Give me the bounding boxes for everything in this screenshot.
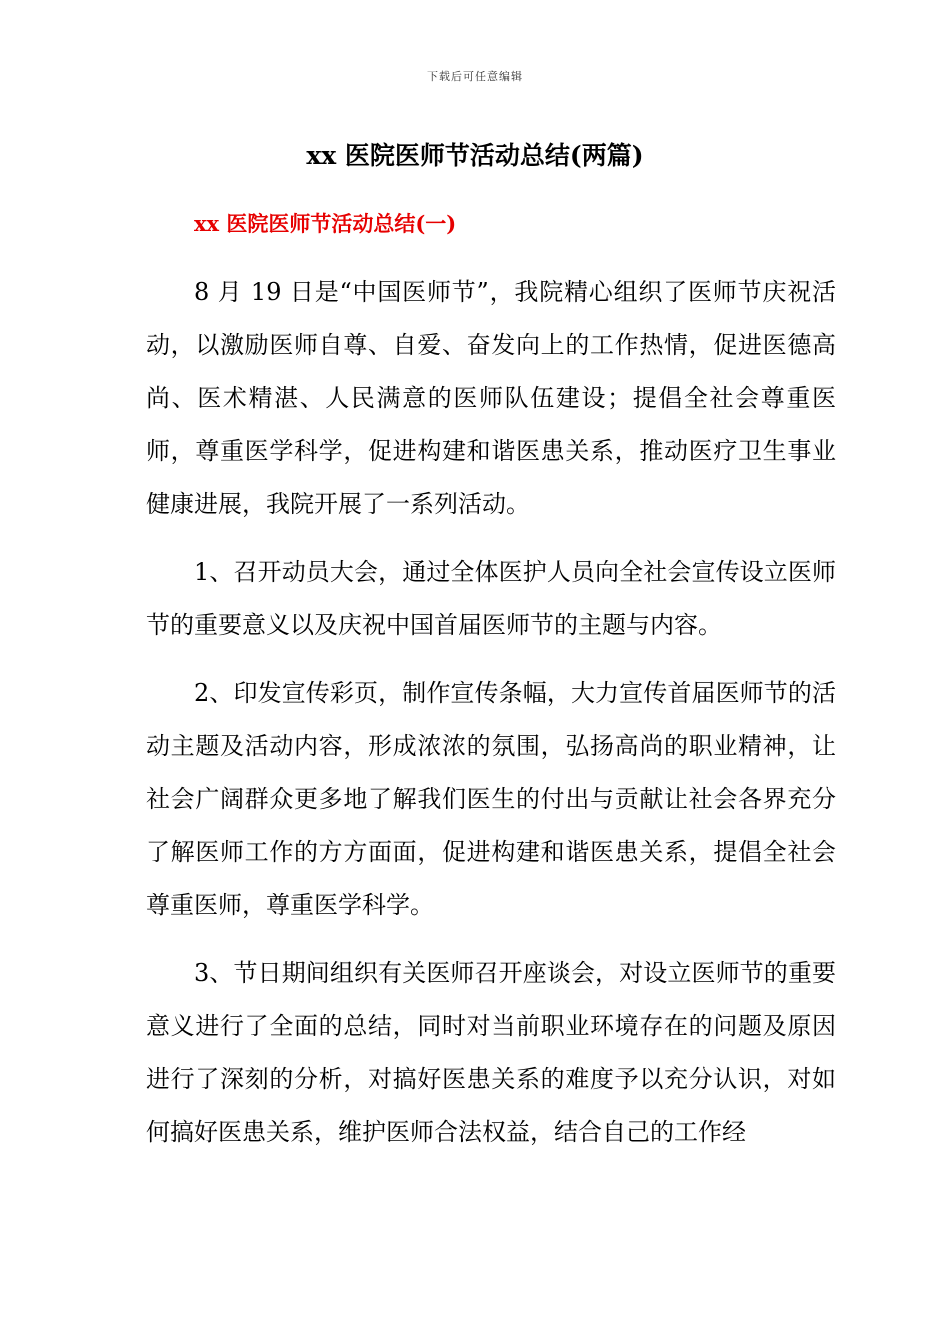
section-title: xx 医院医师节活动总结(一) — [194, 211, 457, 236]
document-title: xx 医院医师节活动总结(两篇) — [306, 141, 644, 170]
paragraph-item-3: 3、节日期间组织有关医师召开座谈会，对设立医师节的重要意义进行了全面的总结，同时对当前职业环境存在的问题及原因进行了深刻的分析，对搞好医患关系的难度予以充分认识，对如何搞好医患关系，维护医师合法权益，结合自己的工作经 — [146, 959, 836, 1146]
paragraph-item-1: 1、召开动员大会，通过全体医护人员向全社会宣传设立医师节的重要意义以及庆祝中国首届医师节的主题与内容。 — [146, 558, 836, 639]
paragraph-intro: 8 月 19 日是“中国医师节”，我院精心组织了医师节庆祝活动，以激励医师自尊、自爱、奋发向上的工作热情，促进医德高尚、医术精湛、人民满意的医师队伍建设；提倡全社会尊重医师，尊重医学科学，促进构建和谐医患关系，推动医疗卫生事业健康进展，我院开展了一系列活动。 — [146, 278, 836, 518]
document-body — [146, 266, 836, 1159]
paragraph-item-2: 2、印发宣传彩页，制作宣传条幅，大力宣传首届医师节的活动主题及活动内容，形成浓浓的氛围，弘扬高尚的职业精神，让社会广阔群众更多地了解我们医生的付出与贡献让社会各界充分了解医师工作的方方面面，促进构建和谐医患关系，提倡全社会尊重医师，尊重医学科学。 — [146, 679, 836, 919]
header-note: 下载后可任意编辑 — [427, 70, 523, 83]
